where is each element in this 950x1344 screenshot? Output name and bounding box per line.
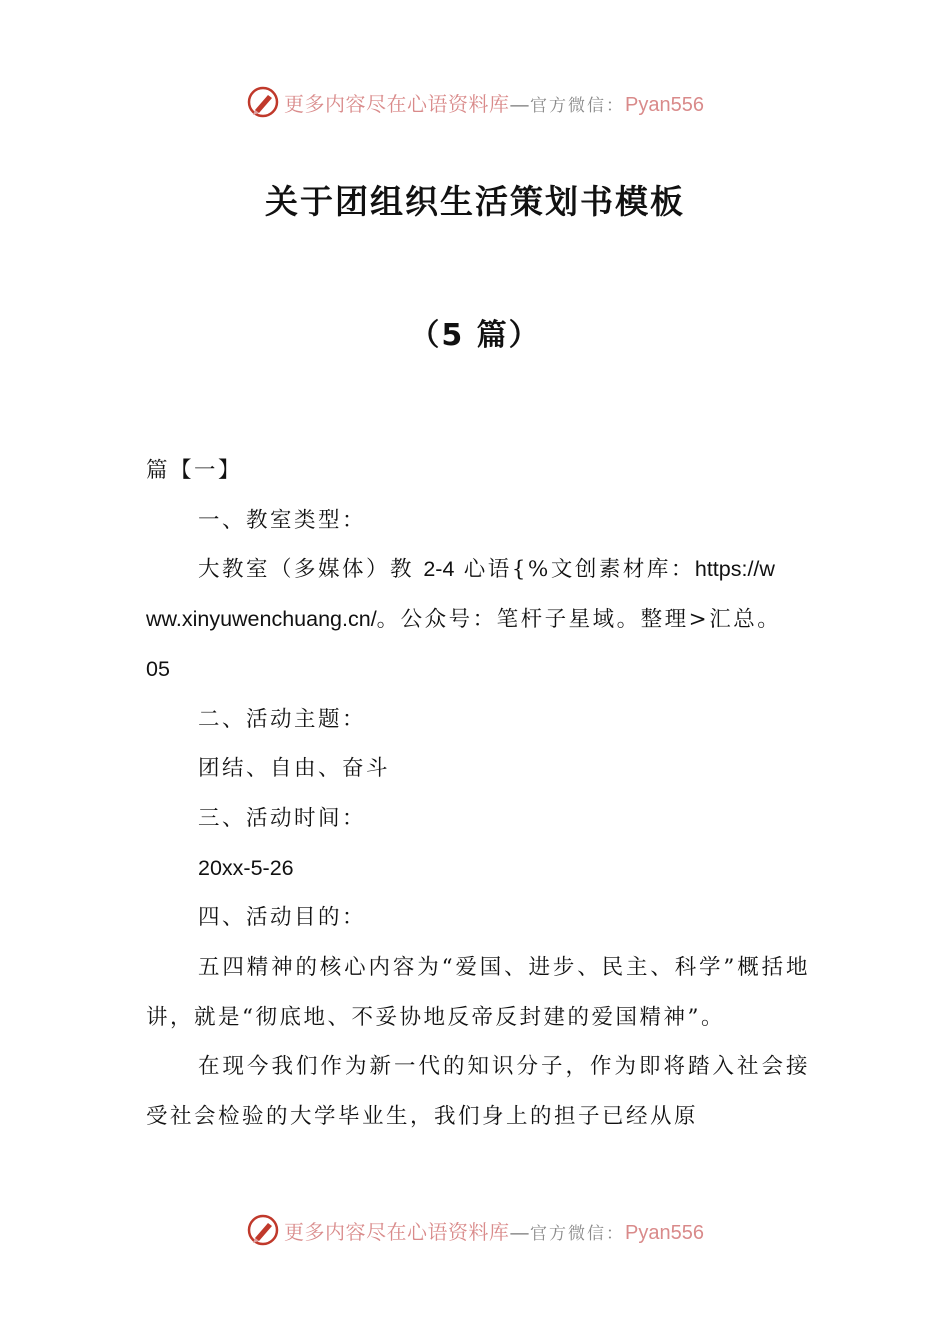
paragraph: 05 (146, 656, 170, 681)
paragraph: 一、教室类型： (198, 507, 367, 533)
document-title: 关于团组织生活策划书模板 (265, 182, 685, 221)
url-text: https://w (694, 557, 775, 582)
footer-watermark (0, 1210, 950, 1250)
paragraph: 20xx-5-26 (198, 855, 294, 880)
document-subtitle: （5 篇） (409, 318, 541, 353)
section-heading: 篇【一】 (146, 458, 243, 483)
watermark-text: 更多内容尽在心语资料库—官方微信：Pyan556 (284, 1219, 704, 1244)
paragraph: 四、活动目的： (198, 905, 367, 931)
paragraph: ww.xinyuwenchuang.cn/。公众号：笔杆子星域。整理>汇总。 (146, 607, 782, 633)
pen-logo-icon (246, 85, 280, 119)
paragraph: 三、活动时间： (198, 805, 367, 831)
header-watermark (0, 82, 950, 122)
paragraph: 在现今我们作为新一代的知识分子，作为即将踏入社会接受社会检验的大学毕业生，我们身上的担子已经从原 (146, 1054, 810, 1130)
document-body (146, 446, 810, 1142)
paragraph: 团结、自由、奋斗 (198, 756, 391, 782)
pen-logo-icon (246, 1213, 280, 1247)
paragraph: 大教室（多媒体）教 2-4 心语{%文创素材库：https://w (198, 557, 775, 583)
paragraph: 二、活动主题： (198, 706, 367, 732)
paragraph: 五四精神的核心内容为“爱国、进步、民主、科学”概括地讲，就是“彻底地、不妥协地反帝反封建的爱国精神”。 (146, 955, 810, 1030)
watermark-text: 更多内容尽在心语资料库—官方微信：Pyan556 (284, 91, 704, 116)
